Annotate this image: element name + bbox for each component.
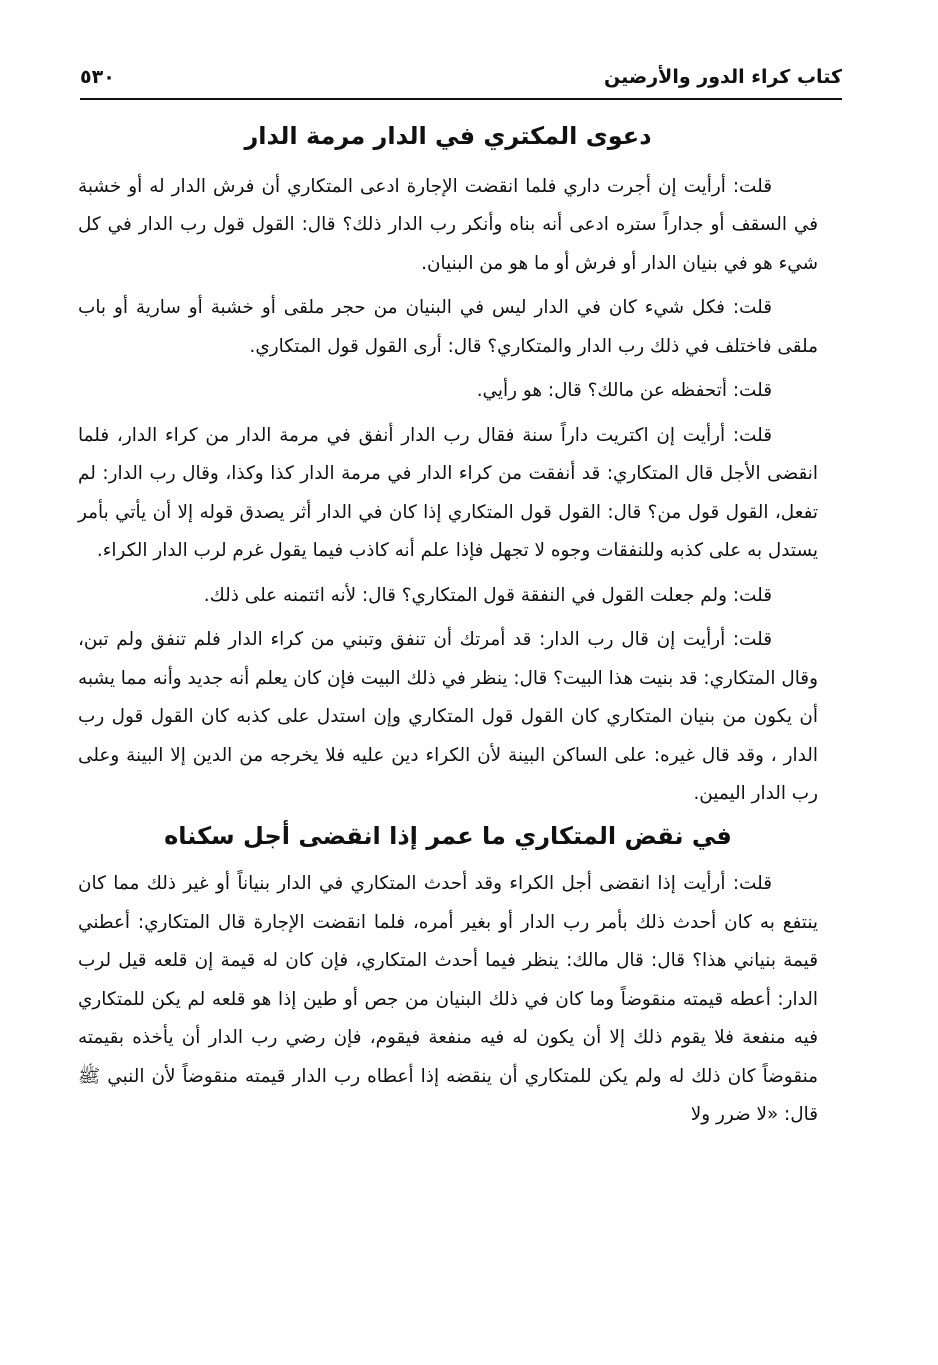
running-title: كتاب كراء الدور والأرضين [604,66,842,88]
section-title: دعوى المكتري في الدار مرمة الدار [244,122,652,150]
paragraph: قلت: أرأيت إن اكتريت داراً سنة فقال رب الدار أنفق في مرمة الدار من كراء الدار، فلما انقضى الأجل قال المتكاري: قد أنفقت من كراء الدار في مرمة الدار كذا وكذا، وقال رب الدار: لم تفعل، القول قول من؟ قال: القول قول المتكاري إذا كان في الدار أثر يصدق قوله إلا أن يأتي بأمر يستدل به على كذبه وللنفقات وجوه لا تجهل فإذا علم أنه كاذب فيما يقول غرم لرب الدار الكراء. [78,424,818,562]
page-number: ٥٣٠ [80,66,115,88]
paragraph: قلت: أتحفظه عن مالك؟ قال: هو رأيي. [476,380,772,402]
paragraph: قلت: أرأيت إذا انقضى أجل الكراء وقد أحدث المتكاري في الدار بنياناً أو غير ذلك مما كان ينتفع به كان أحدث ذلك بأمر رب الدار أو بغير أمره، فلما انقضت الإجارة قال المتكاري: أعطني قيمة بنياني هذا؟ قال: قال مالك: ينظر فيما أحدث المتكاري، فإن كان له قيمة إن قلعه قيل لرب الدار: أعطه قيمته منقوضاً وما كان في ذلك البنيان من جص أو طين إذا هو قلعه لم يكن للمتكاري فيه منفعة فلا يقوم ذلك إلا أن يكون له فيه منفعة فيقوم، فإن رضي رب الدار أن يأخذه بقيمته منقوضاً كان ذلك له ولم يكن للمتكاري أن ينقضه إذا أعطاه رب الدار قيمته منقوضاً لأن النبي ﷺ قال: «لا ضرر ولا [78,873,818,1126]
paragraph: قلت: أرأيت إن قال رب الدار: قد أمرتك أن تنفق وتبني من كراء الدار فلم تنفق ولم تبن، وقال المتكاري: قد بنيت هذا البيت؟ قال: ينظر في ذلك البيت فإن كان يعلم أنه جديد وأنه مما يشبه أن يكون من بنيان المتكاري كان القول قول المتكاري وإن استدل على كذبه كان القول قول رب الدار ، وقد قال غيره: على الساكن البينة لأن الكراء دين عليه فلا يخرجه من الدين إلا البينة وعلى رب الدار اليمين. [78,629,818,805]
paragraph: قلت: أرأيت إن أجرت داري فلما انقضت الإجارة ادعى المتكاري أن فرش الدار له أو خشبة في السقف أو جداراً ستره ادعى أنه بناه وأنكر رب الدار ذلك؟ قال: القول قول رب الدار في كل شيء هو في بنيان الدار أو فرش أو ما هو من البنيان. [78,175,818,274]
section-title: في نقض المتكاري ما عمر إذا انقضى أجل سكناه [164,821,732,850]
paragraph: قلت: فكل شيء كان في الدار ليس في البنيان من حجر ملقى أو خشبة أو سارية أو باب ملقى فاختلف في ذلك رب الدار والمتكاري؟ قال: أرى القول قول المتكاري. [78,297,818,357]
page-body [78,120,818,1141]
paragraph: قلت: ولم جعلت القول في النفقة قول المتكاري؟ قال: لأنه ائتمنه على ذلك. [203,584,772,606]
page-header [80,64,842,100]
